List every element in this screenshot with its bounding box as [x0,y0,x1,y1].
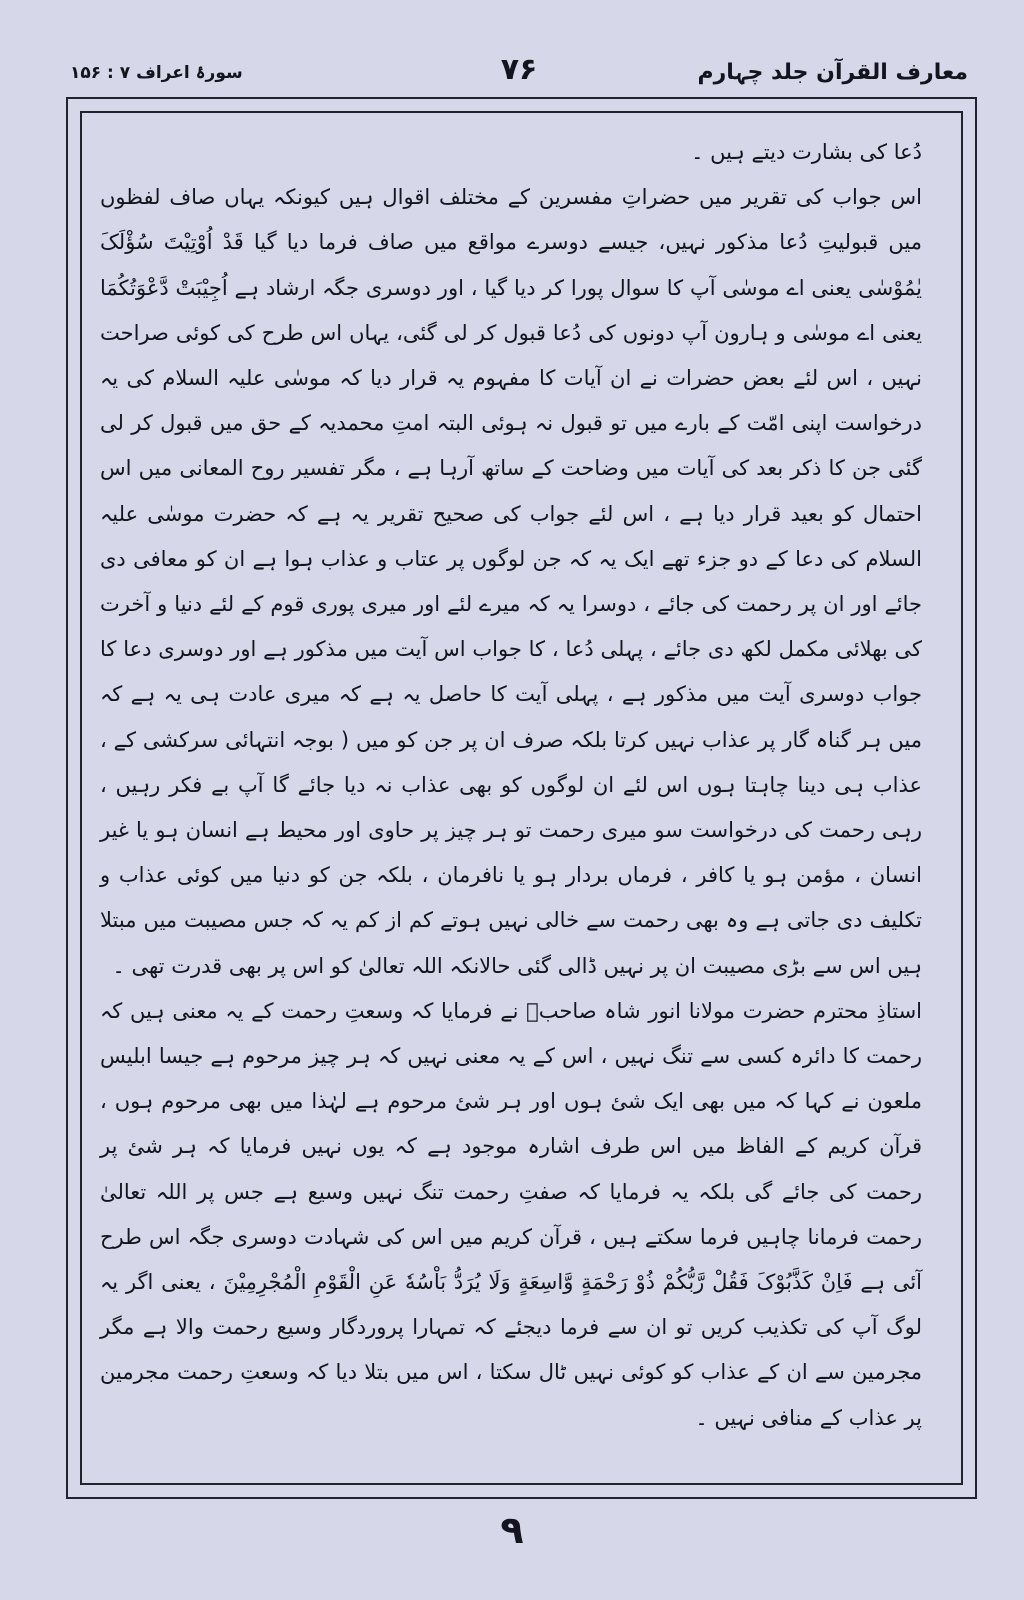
paragraph-1: دُعا کی بشارت دیتے ہیں ۔ [691,140,922,164]
paragraph-2: اس جواب کی تقریر میں حضراتِ مفسرین کے مختلف اقوال ہیں کیونکہ یہاں صاف لفظوں میں قبولیتِ دُعا مذکور نہیں، جیسے دوسرے مواقع میں صاف فرما دیا گیا قَدْ اُوْتِیْتَ سُؤْلَکَ یٰمُوْسٰی یعنی اے موسٰی آپ کا سوال پورا کر دیا گیا ، اور دوسری جگہ ارشاد ہے اُجِیْبَتْ دَّعْوَتُکُمَا یعنی اے موسٰی و ہارون آپ دونوں کی دُعا قبول کر لی گئی، یہاں اس طرح کی کوئی صراحت نہیں ، اس لئے بعض حضرات نے ان آیات کا مفہوم یہ قرار دیا کہ موسٰی علیہ السلام کی یہ درخواست اپنی امّت کے بارے میں تو قبول نہ ہوئی البتہ امتِ محمدیہ کے حق میں قبول کر لی گئی جن کا ذکر بعد کی آیات میں وضاحت کے ساتھ آرہا ہے ، مگر تفسیر روح المعانی میں اس احتمال کو بعید قرار دیا ہے ، اس لئے جواب کی صحیح تقریر یہ ہے کہ حضرت موسٰی علیہ السلام کی دعا کے دو جزء تھے ایک یہ کہ جن لوگوں پر عتاب و عذاب ہوا ہے ان کو معافی دی جائے اور ان پر رحمت کی جائے ، دوسرا یہ کہ میرے لئے اور میری پوری قوم کے لئے دنیا و آخرت کی بھلائی مکمل لکھ دی جائے ، پہلی دُعا ، کا جواب اس آیت میں مذکور ہے اور دوسری دعا کا جواب دوسری آیت میں مذکور ہے ، پہلی آیت کا حاصل یہ ہے کہ میری عادت ہی یہ ہے کہ میں ہر گناہ گار پر عذاب نہیں کرتا بلکہ صرف ان پر جن کو میں ( بوجہ انتہائی سرکشی کے ، عذاب ہی دینا چاہتا ہوں اس لئے ان لوگوں کو بھی عذاب نہ دیا جائے گا آپ بے فکر رہیں ، رہی رحمت کی درخواست سو میری رحمت تو ہر چیز پر حاوی اور محیط ہے انسان ہو یا غیر انسان ، مؤمن ہو یا کافر ، فرماں بردار ہو یا نافرمان ، بلکہ جن کو دنیا میں کوئی عذاب و تکلیف دی جاتی ہے وہ بھی رحمت سے خالی نہیں ہوتے کم از کم یہ کہ جس مصیبت میں مبتلا ہیں اس سے بڑی مصیبت ان پر نہیں ڈالی گئی حالانکہ اللہ تعالیٰ کو اس پر بھی قدرت تھی ۔ [100,185,922,978]
page-number: ۷۶ [500,52,538,87]
book-title: معارف القرآن جلد چہارم [697,60,968,85]
signature-mark: ۹ [500,1508,524,1552]
running-header [70,52,968,96]
paragraph-3: استاذِ محترم حضرت مولانا انور شاہ صاحبؒ نے فرمایا کہ وسعتِ رحمت کے یہ معنی ہیں کہ رحمت کا دائرہ کسی سے تنگ نہیں ، اس کے یہ معنی نہیں کہ ہر چیز مرحوم ہے جیسا ابلیس ملعون نے کہا کہ میں بھی ایک شئ ہوں اور ہر شئ مرحوم ہے لہٰذا میں بھی مرحوم ہوں ، قرآن کریم کے الفاظ میں اس طرف اشارہ موجود ہے کہ یوں نہیں فرمایا کہ ہر شئ پر رحمت کی جائے گی بلکہ یہ فرمایا کہ صفتِ رحمت تنگ نہیں وسیع ہے جس پر اللہ تعالیٰ رحمت فرمانا چاہیں فرما سکتے ہیں ، قرآن کریم میں اس کی شہادت دوسری جگہ اس طرح آئی ہے فَاِنْ کَذَّبُوْکَ فَقُلْ رَّبُّکُمْ ذُوْ رَحْمَةٍ وَّاسِعَةٍ وَلَا یُرَدُّ بَاْسُهٗ عَنِ الْقَوْمِ الْمُجْرِمِیْنَ ، یعنی اگر یہ لوگ آپ کی تکذیب کریں تو ان سے فرما دیجئے کہ تمہارا پروردگار وسیع رحمت والا ہے مگر مجرمین سے ان کے عذاب کو کوئی نہیں ٹال سکتا ، اس میں بتلا دیا کہ وسعتِ رحمت مجرمین پر عذاب کے منافی نہیں ۔ [100,998,922,1430]
surah-reference: سورۂ اعراف ۷ : ۱۵۶ [70,63,243,83]
body-text [100,130,922,1460]
